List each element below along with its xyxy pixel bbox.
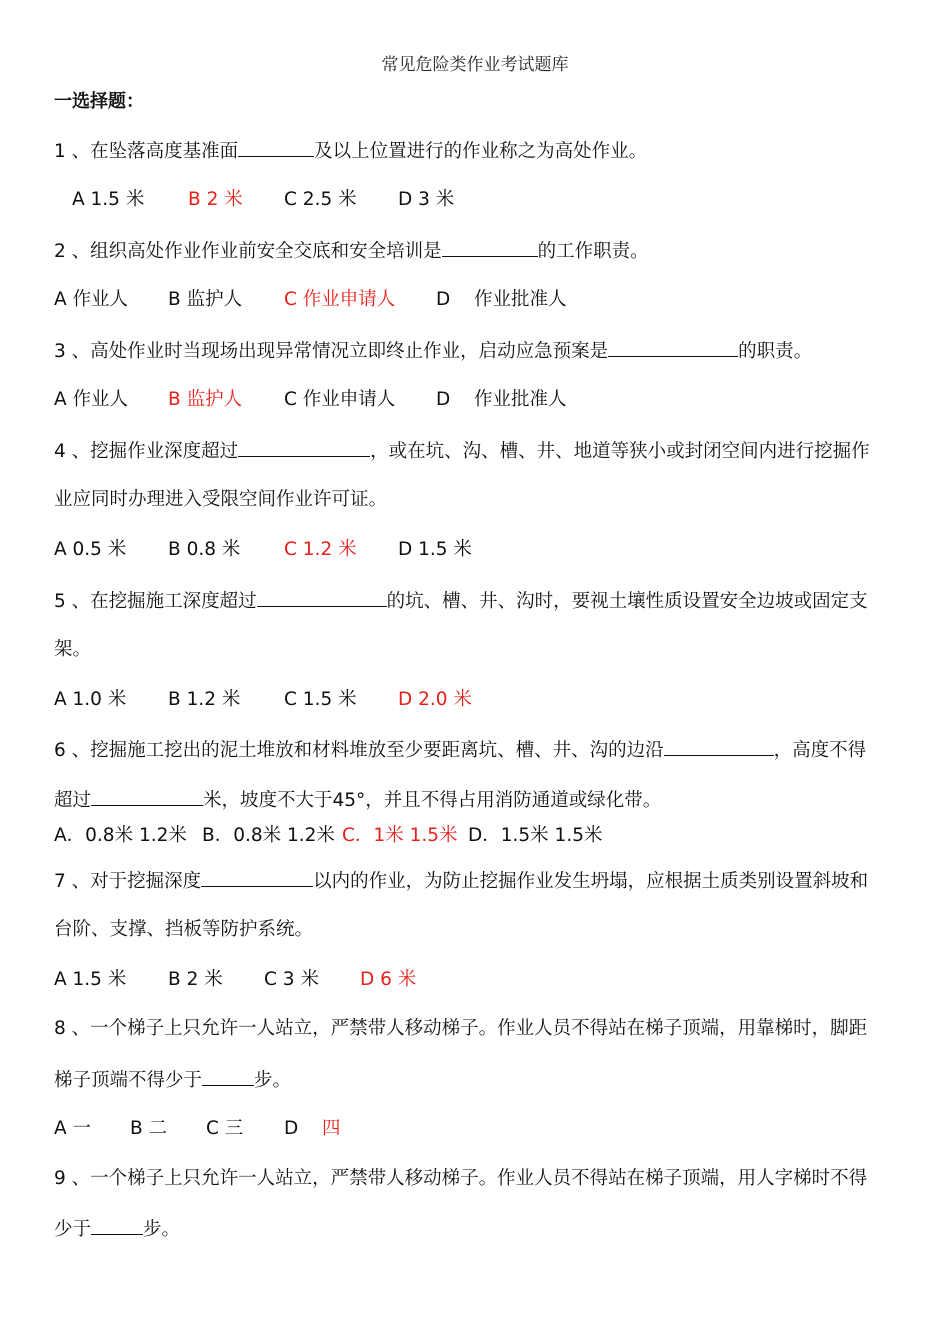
option-d: D bbox=[436, 389, 451, 410]
option-c: C 作业申请人 bbox=[284, 389, 396, 410]
question-text: 的工作职责。 bbox=[537, 241, 649, 262]
question-5-continued: 架。 bbox=[54, 639, 92, 660]
option-d-answer: D 2.0 米 bbox=[398, 689, 472, 710]
answer-blank bbox=[257, 588, 387, 607]
option-d-answer: D 6 米 bbox=[360, 969, 417, 990]
option-d: D bbox=[436, 289, 451, 310]
question-7-continued: 台阶、支撑、挡板等防护系统。 bbox=[54, 919, 314, 940]
option-c: C 3 米 bbox=[264, 969, 319, 990]
answer-blank bbox=[202, 1067, 254, 1086]
option-a: A 0.5 米 bbox=[54, 539, 127, 560]
option-c: C 三 bbox=[206, 1118, 244, 1139]
answer-blank bbox=[608, 338, 738, 357]
answer-blank bbox=[238, 438, 370, 457]
option-b-answer: B 2 米 bbox=[188, 189, 243, 210]
question-text: 3 、高处作业时当现场出现异常情况立即终止作业，启动应急预案是 bbox=[54, 341, 609, 362]
question-1 bbox=[54, 138, 647, 164]
option-a: A 作业人 bbox=[54, 289, 129, 310]
option-b-answer: B 监护人 bbox=[168, 389, 243, 410]
option-a: A 作业人 bbox=[54, 389, 129, 410]
question-text: 步。 bbox=[254, 1070, 292, 1091]
option-b: B 0.8 米 bbox=[168, 539, 241, 560]
question-text: 的坑、槽、井、沟时，要视土壤性质设置安全边坡或固定支 bbox=[386, 591, 868, 612]
option-c-answer: C 作业申请人 bbox=[284, 289, 396, 310]
question-9-continued bbox=[54, 1216, 180, 1242]
option-a: A 1.5 米 bbox=[72, 189, 145, 210]
option-c-answer: C．1米 1.5米 bbox=[342, 825, 458, 846]
page-title: 常见危险类作业考试题库 bbox=[381, 55, 569, 75]
question-text: 1 、在坠落高度基准面 bbox=[54, 141, 239, 162]
question-text: 米，坡度不大于45°，并且不得占用消防通道或绿化带。 bbox=[203, 790, 662, 811]
question-text: 梯子顶端不得少于 bbox=[54, 1070, 203, 1091]
question-9: 9 、一个梯子上只允许一人站立，严禁带人移动梯子。作业人员不得站在梯子顶端，用人字梯时不得 bbox=[54, 1168, 868, 1189]
option-d: D．1.5米 1.5米 bbox=[468, 825, 603, 846]
question-text: 超过 bbox=[54, 790, 92, 811]
question-8-continued bbox=[54, 1067, 291, 1093]
answer-blank bbox=[442, 238, 538, 257]
option-a: A 1.5 米 bbox=[54, 969, 127, 990]
option-d-answer-text: 四 bbox=[322, 1118, 341, 1139]
question-4 bbox=[54, 438, 870, 464]
option-d: D 1.5 米 bbox=[398, 539, 472, 560]
question-5 bbox=[54, 588, 868, 614]
question-text: 步。 bbox=[143, 1219, 181, 1240]
question-8: 8 、一个梯子上只允许一人站立，严禁带人移动梯子。作业人员不得站在梯子顶端，用靠梯时，脚距 bbox=[54, 1018, 868, 1039]
option-b: B 二 bbox=[130, 1118, 168, 1139]
question-text: 6 、挖掘施工挖出的泥土堆放和材料堆放至少要距离坑、槽、井、沟的边沿 bbox=[54, 740, 664, 761]
question-text: 少于 bbox=[54, 1219, 92, 1240]
section-heading: 一选择题： bbox=[54, 91, 144, 112]
question-6 bbox=[54, 737, 866, 763]
question-2 bbox=[54, 238, 649, 264]
option-d-text: 作业批准人 bbox=[474, 289, 567, 310]
question-text: 5 、在挖掘施工深度超过 bbox=[54, 591, 257, 612]
question-text: 的职责。 bbox=[738, 341, 813, 362]
option-c: C 2.5 米 bbox=[284, 189, 357, 210]
answer-blank bbox=[201, 868, 313, 887]
option-a: A．0.8米 1.2米 bbox=[54, 825, 187, 846]
question-text: 7 、对于挖掘深度 bbox=[54, 871, 202, 892]
answer-blank bbox=[664, 737, 774, 756]
option-b: B 1.2 米 bbox=[168, 689, 241, 710]
question-text: ，或在坑、沟、槽、井、地道等狭小或封闭空间内进行挖掘作 bbox=[370, 441, 870, 462]
option-d-text: 作业批准人 bbox=[474, 389, 567, 410]
question-text: 及以上位置进行的作业称之为高处作业。 bbox=[314, 141, 648, 162]
option-b: B 2 米 bbox=[168, 969, 223, 990]
question-3 bbox=[54, 338, 812, 364]
question-6-continued bbox=[54, 787, 661, 813]
option-c-answer: C 1.2 米 bbox=[284, 539, 357, 560]
question-text: 以内的作业，为防止挖掘作业发生坍塌，应根据土质类别设置斜坡和 bbox=[313, 871, 869, 892]
answer-blank bbox=[91, 1216, 143, 1235]
question-4-continued: 业应同时办理进入受限空间作业许可证。 bbox=[54, 489, 388, 510]
option-a: A 1.0 米 bbox=[54, 689, 127, 710]
question-text: 4 、挖掘作业深度超过 bbox=[54, 441, 239, 462]
question-text: ，高度不得 bbox=[773, 740, 867, 761]
option-d: D 3 米 bbox=[398, 189, 455, 210]
answer-blank bbox=[91, 787, 203, 806]
option-a: A 一 bbox=[54, 1118, 92, 1139]
option-c: C 1.5 米 bbox=[284, 689, 357, 710]
answer-blank bbox=[238, 138, 314, 157]
question-text: 2 、组织高处作业作业前安全交底和安全培训是 bbox=[54, 241, 442, 262]
question-7 bbox=[54, 868, 868, 894]
option-b: B 监护人 bbox=[168, 289, 243, 310]
option-d: D bbox=[284, 1118, 299, 1139]
option-b: B．0.8米 1.2米 bbox=[202, 825, 335, 846]
